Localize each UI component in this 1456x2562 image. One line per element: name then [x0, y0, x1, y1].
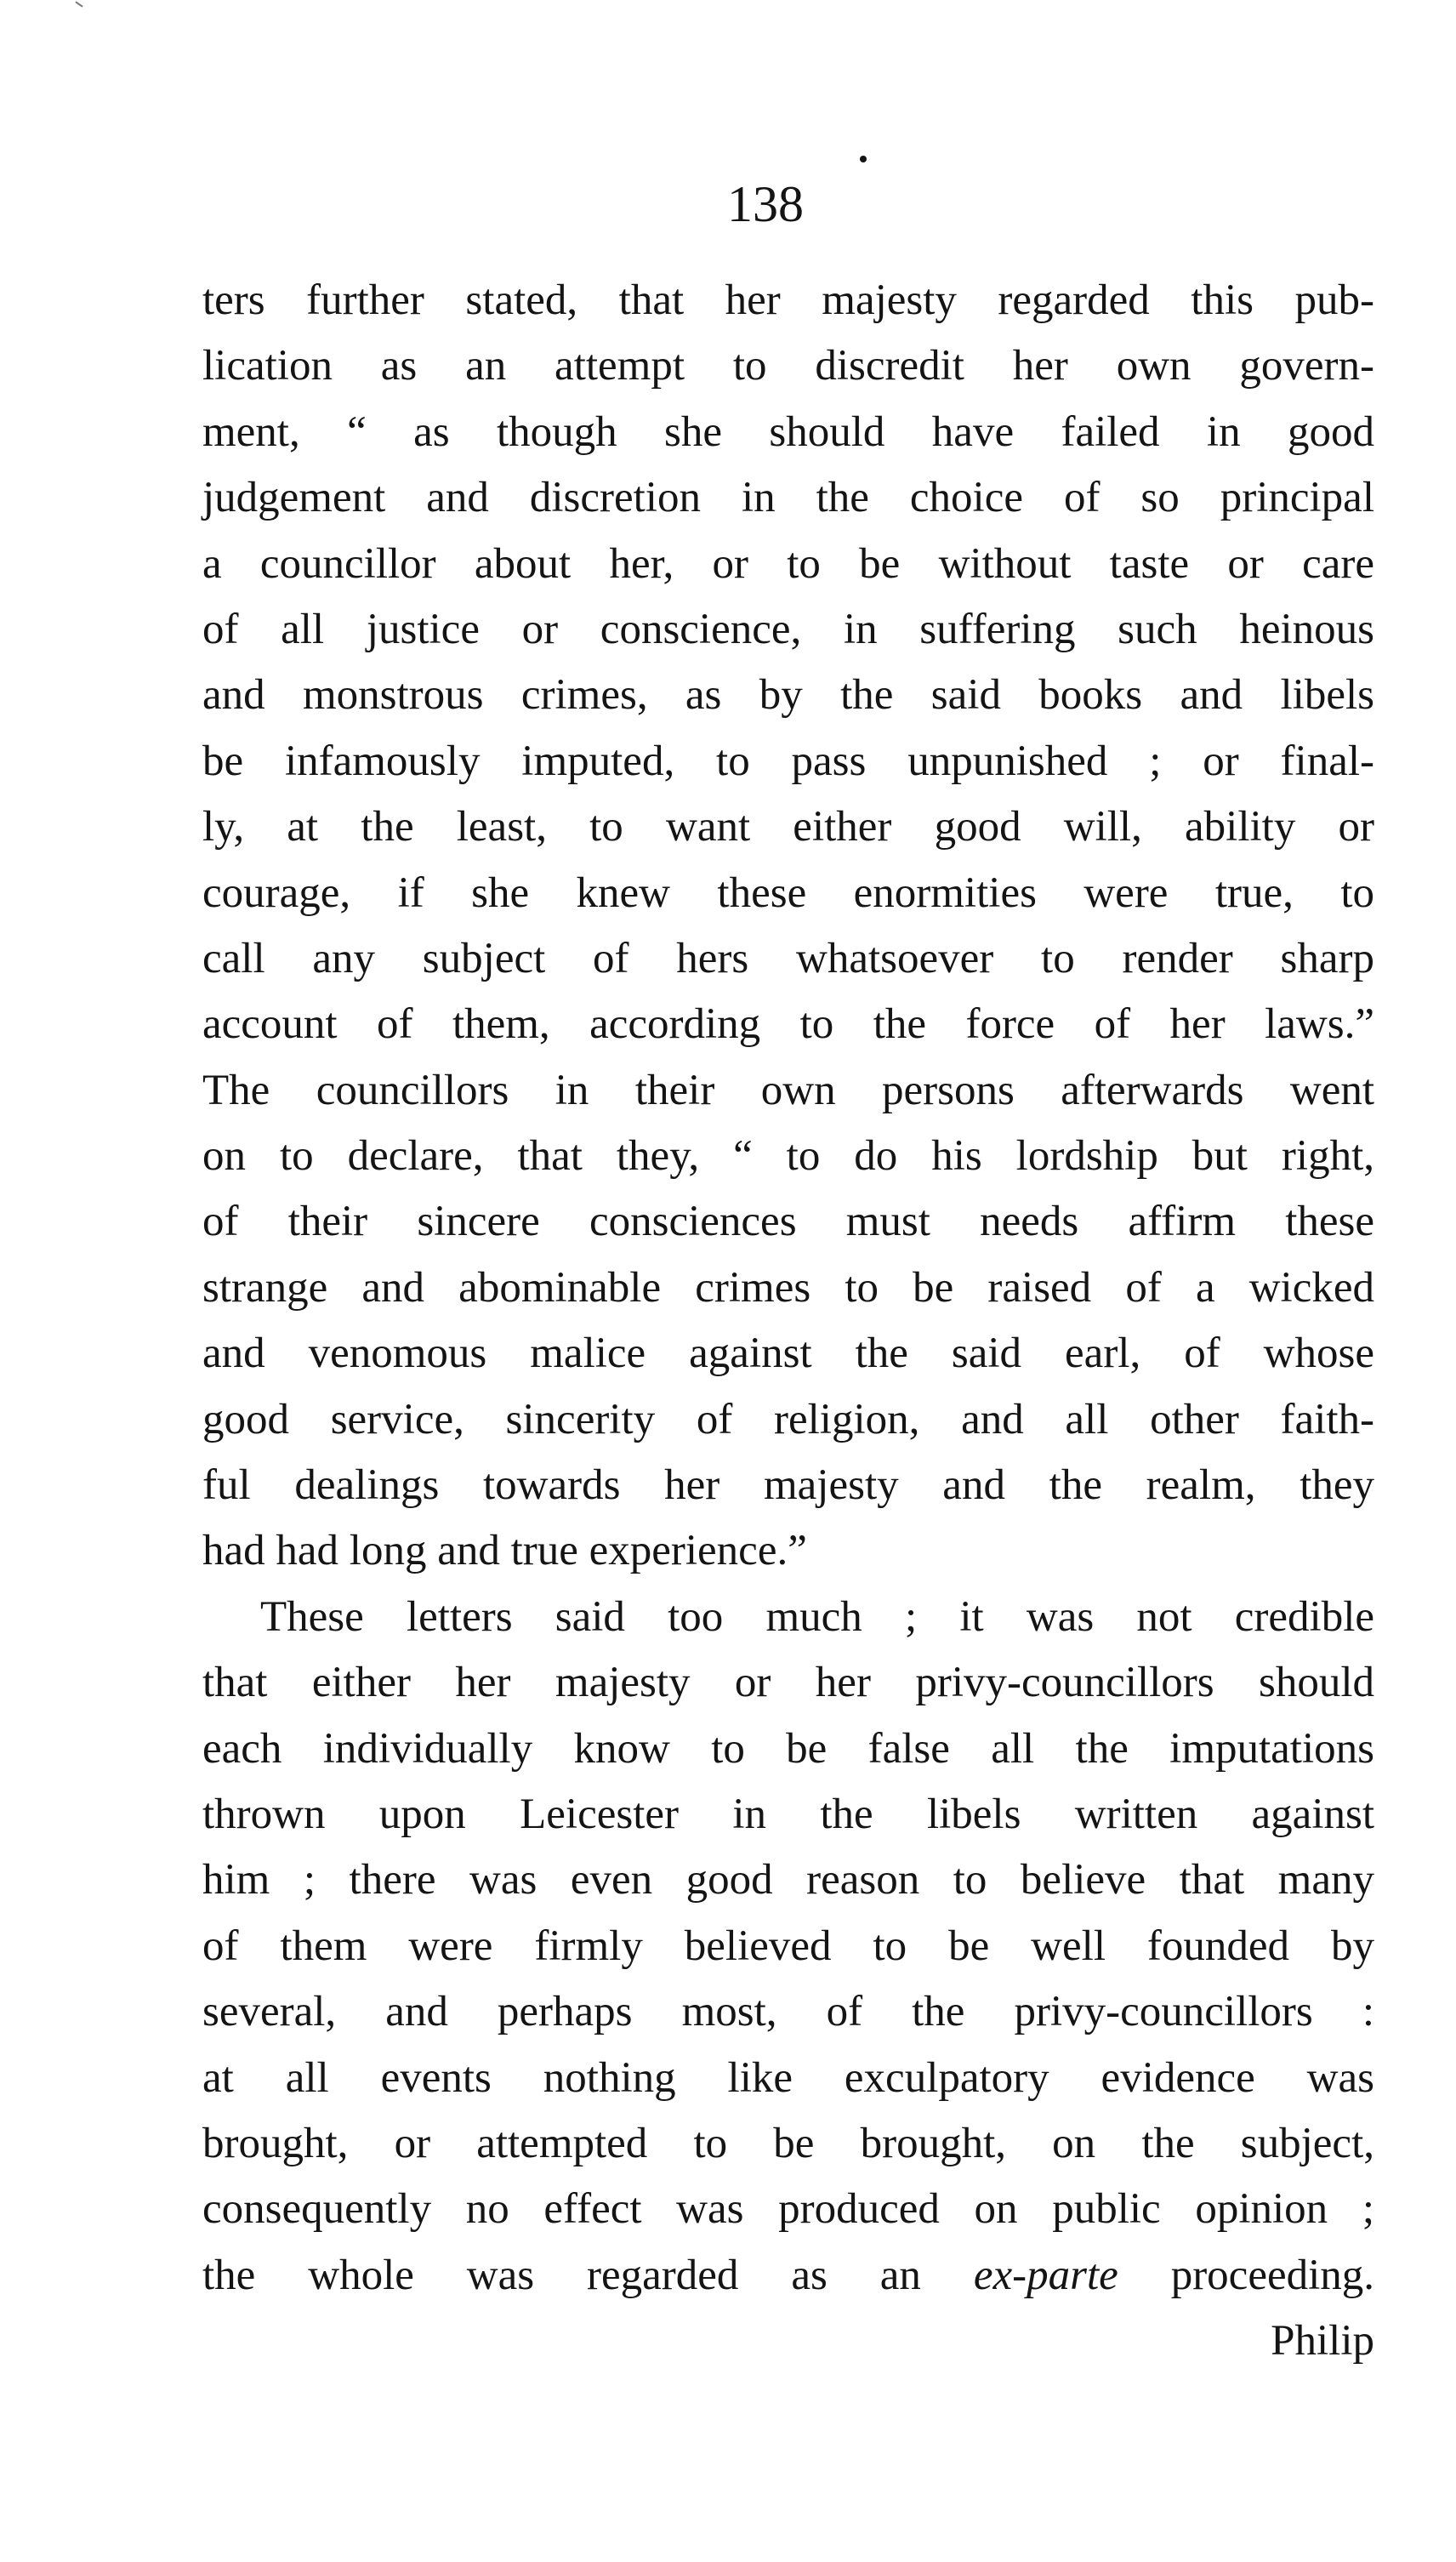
text-line: consequently no effect was produced on public opinion ;	[202, 2185, 1374, 2234]
text-line: ters further stated, that her majesty regarded this pub-	[202, 276, 1374, 324]
text-line: call any subject of hers whatsoever to render sharp	[202, 934, 1374, 982]
text-line: judgement and discretion in the choice of so principal	[202, 474, 1374, 522]
text-line: ment, “ as though she should have failed in good	[202, 407, 1374, 456]
text-line: good service, sincerity of religion, and all other faith-	[202, 1395, 1374, 1443]
text-line: each individually know to be false all the imputations	[202, 1724, 1374, 1773]
paragraph-end-line: had had long and true experience.”	[202, 1527, 807, 1575]
italic-phrase: ex-parte	[973, 2251, 1118, 2299]
page-number: 138	[727, 176, 804, 232]
text-line: of them were firmly believed to be well founded by	[202, 1922, 1374, 1970]
text-line: thrown upon Leicester in the libels written against	[202, 1790, 1374, 1838]
text-line: ly, at the least, to want either good will, ability or	[202, 803, 1374, 851]
text-line: at all events nothing like exculpatory evidence was	[202, 2053, 1374, 2102]
line-text-before-italic: the whole was regarded as an	[202, 2251, 921, 2299]
text-line-with-italic	[202, 2243, 1374, 2309]
text-line: brought, or attempted to be brought, on the subject,	[202, 2119, 1374, 2167]
text-line: be infamously imputed, to pass unpunished ; or final-	[202, 737, 1374, 785]
text-line: a councillor about her, or to be without taste or care	[202, 539, 1374, 588]
text-line: ful dealings towards her majesty and the realm, they	[202, 1461, 1374, 1510]
corner-mark	[75, 1, 82, 7]
text-line: and monstrous crimes, as by the said books and libels	[202, 671, 1374, 720]
line-text-after-italic: proceeding.	[1170, 2251, 1375, 2299]
paragraph-start-line: These letters said too much ; it was not credible	[260, 1592, 1374, 1641]
body-text	[202, 268, 1374, 2375]
text-line: of their sincere consciences must needs affirm these	[202, 1198, 1374, 1246]
text-line: of all justice or conscience, in suffering such heinous	[202, 605, 1374, 653]
text-line: lication as an attempt to discredit her own govern-	[202, 342, 1374, 390]
text-line: courage, if she knew these enormities were true, to	[202, 868, 1374, 917]
catchword: Philip	[1271, 2317, 1374, 2366]
text-line: on to declare, that they, “ to do his lordship but right,	[202, 1132, 1374, 1181]
text-line: strange and abominable crimes to be raised of a wicked	[202, 1263, 1374, 1312]
text-line: and venomous malice against the said earl, of whose	[202, 1329, 1374, 1378]
text-line: that either her majesty or her privy-councillors should	[202, 1659, 1374, 1707]
text-line: several, and perhaps most, of the privy-councillors :	[202, 1988, 1374, 2036]
printing-dot	[860, 156, 867, 162]
text-line: account of them, according to the force of her laws.”	[202, 1000, 1374, 1049]
text-line: him ; there was even good reason to believe that many	[202, 1856, 1374, 1904]
text-line: The councillors in their own persons afterwards went	[202, 1066, 1374, 1114]
